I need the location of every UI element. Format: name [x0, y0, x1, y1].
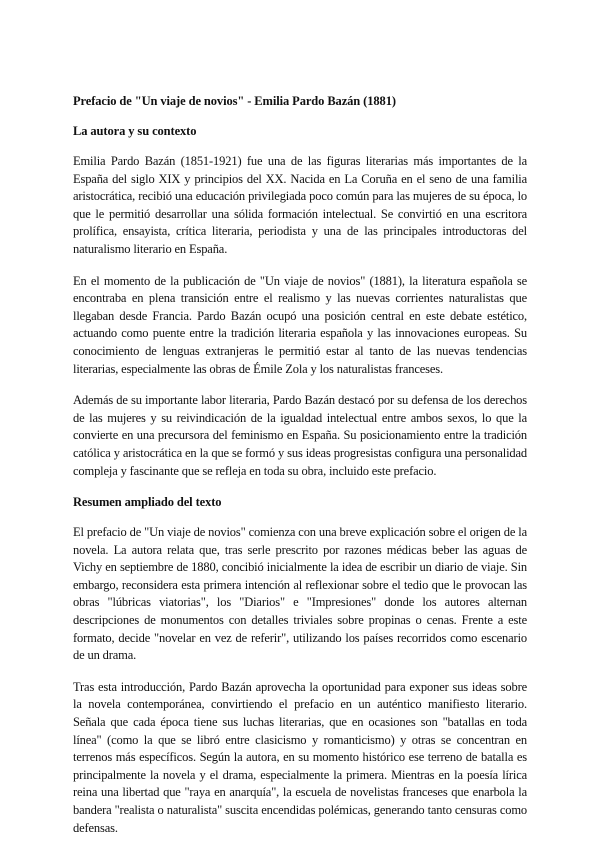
paragraph: El prefacio de "Un viaje de novios" comienza con una breve explicación sobre el origen de la novela. La autora relata que, tras serle prescrito por razones médicas beber las aguas de Vichy en septiembre de 1880, concibió inicialmente la idea de escribir un diario de viaje. Sin embargo, reconsidera esta primera intención al reflexionar sobre el tedio que le provocan las obras "lúbricas viatorias", los "Diarios" e "Impresiones" donde los autores alternan descripciones de monumentos con detalles triviales sobre propinas o cenas. Frente a este formato, decide "novelar en vez de referir", utilizando los países recorridos como escenario de un drama. [73, 525, 527, 663]
paragraph: En el momento de la publicación de "Un viaje de novios" (1881), la literatura española se encontraba en plena transición entre el realismo y las nuevas corrientes naturalistas que llegaban desde Francia. Pardo Bazán ocupó una posición central en este debate estético, actuando como puente entre la tradición literaria española y las innovaciones europeas. Su conocimiento de lenguas extranjeras le permitió estar al tanto de las nuevas tendencias literarias, especialmente las obras de Émile Zola y los naturalistas franceses. [73, 273, 527, 376]
document-title: Prefacio de "Un viaje de novios" - Emilia Pardo Bazán (1881) [73, 94, 396, 108]
section-summary [73, 494, 527, 837]
section-author-context [73, 123, 527, 480]
document-page [73, 93, 527, 851]
paragraph: Además de su importante labor literaria, Pardo Bazán destacó por su defensa de los derechos de las mujeres y su reivindicación de la igualdad intelectual entre ambos sexos, lo que la convierte en una precursora del feminismo en España. Su posicionamiento entre la tradición católica y aristocrática en la que se formó y sus ideas progresistas configura una personalidad compleja y fascinante que se refleja en toda su obra, incluido este prefacio. [73, 393, 527, 478]
paragraph: Emilia Pardo Bazán (1851-1921) fue una de las figuras literarias más importantes de la España del siglo XIX y principios del XX. Nacida en La Coruña en el seno de una familia aristocrática, recibió una educación privilegiada poco común para las mujeres de su época, lo que le permitió desarrollar una sólida formación intelectual. Se convirtió en una escritora prolífica, ensayista, crítica literaria, periodista y una de las principales introductoras del naturalismo literario en España. [73, 154, 527, 256]
section-heading: Resumen ampliado del texto [73, 495, 222, 510]
section-heading: La autora y su contexto [73, 124, 197, 138]
paragraph: Tras esta introducción, Pardo Bazán aprovecha la oportunidad para exponer sus ideas sobre la novela contemporánea, convirtiendo el prefacio en un auténtico manifiesto literario. Señala que cada época tiene sus luchas literarias, que en ocasiones son "batallas en toda línea" (como la que se libró entre clasicismo y romanticismo) y otras se concentran en terrenos más específicos. Según la autora, en su momento histórico ese terreno de batalla es principalmente la novela y el drama, especialmente la primera. Mientras en la poesía lírica reina una libertad que "raya en anarquía", la escuela de novelistas franceses que enarbola la bandera "realista o naturalista" suscita encendidas polémicas, generando tanto censuras como defensas. [73, 679, 527, 835]
